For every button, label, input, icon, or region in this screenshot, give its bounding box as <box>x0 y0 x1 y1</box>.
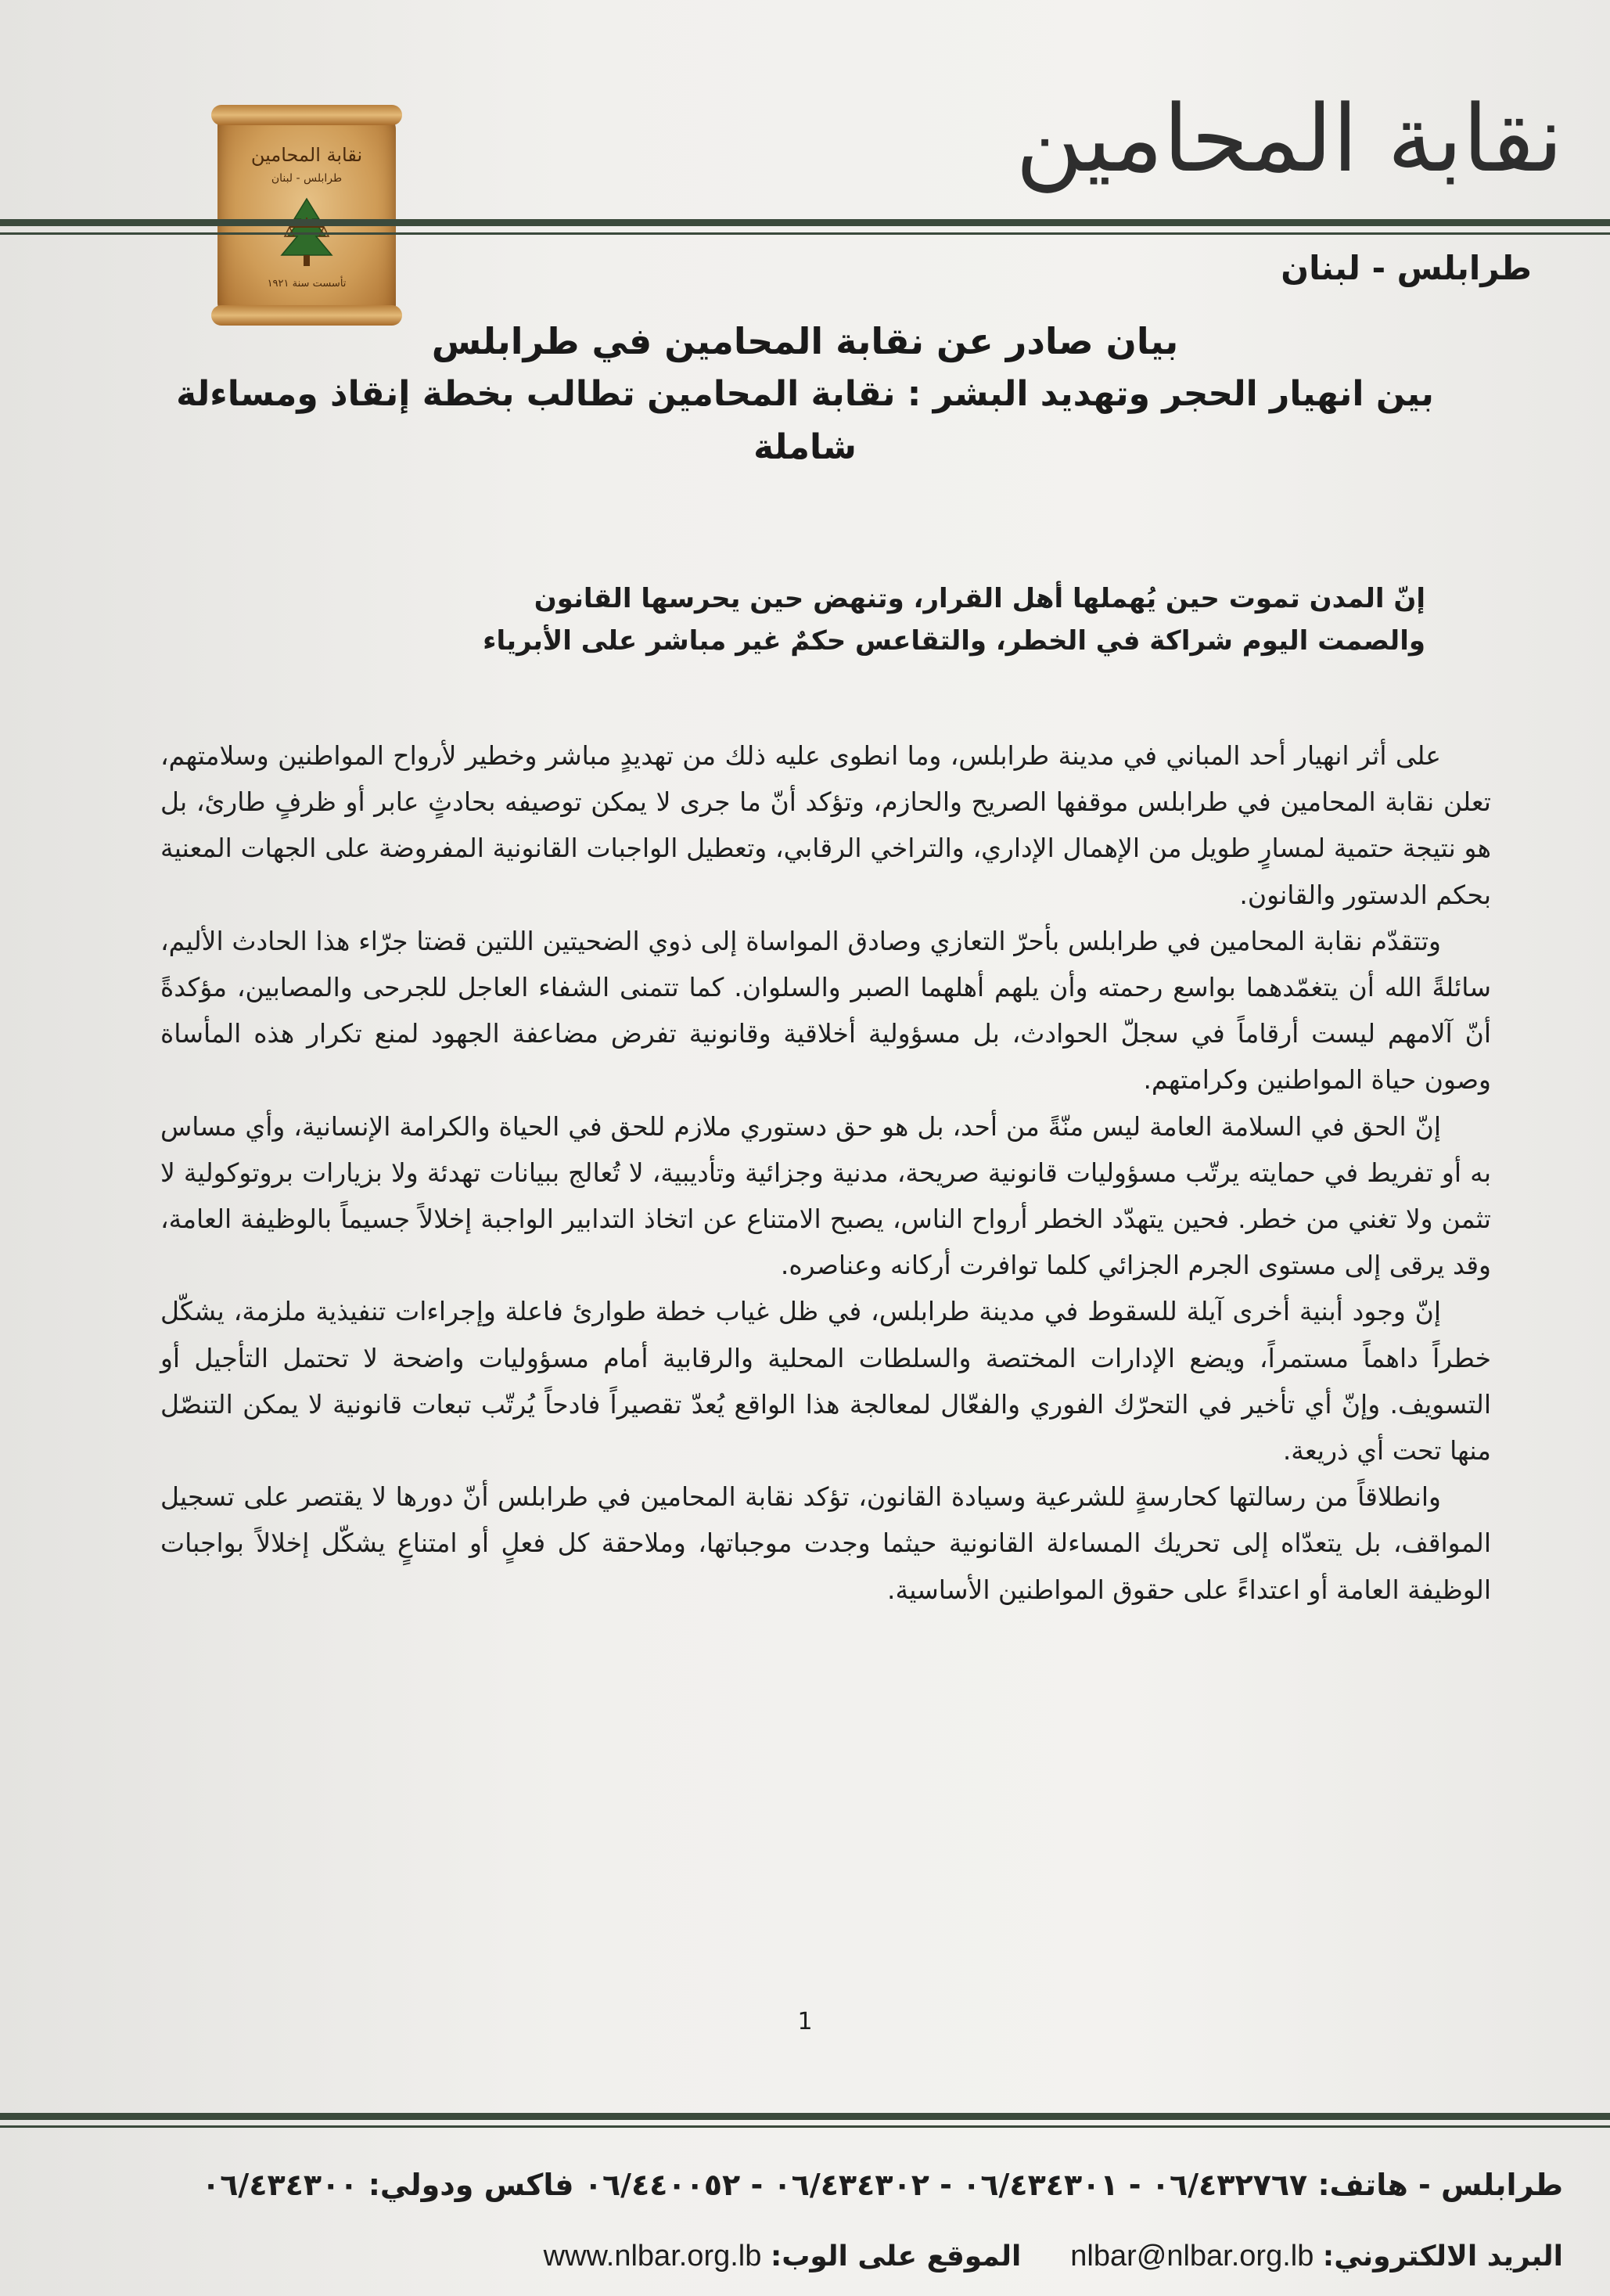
cedar-scales-icon <box>268 196 346 274</box>
header-rule-thick <box>0 219 1610 226</box>
body-paragraph: وتتقدّم نقابة المحامين في طرابلس بأحرّ التعازي وصادق المواساة إلى ذوي الضحيتين اللتين قضتا جرّاء هذا الحادث الأليم، سائلةً الله أن يتغمّدهما بواسع رحمته وأن يلهم أهلهما الصبر والسلوان. كما تتمنى الشفاء العاجل للجرحى والمصابين، مؤكدةً أنّ آلامهم ليست أرقاماً في سجلّ الحوادث، بل مسؤولية أخلاقية وقانونية تفرض مضاعفة الجهود لمنع تكرار هذه المأساة وصون حياة المواطنين وكرامتهم. <box>160 925 1491 1096</box>
body-paragraph: وانطلاقاً من رسالتها كحارسةٍ للشرعية وسيادة القانون، تؤكد نقابة المحامين في طرابلس أنّ دورها لا يقتصر على تسجيل المواقف، بل يتعدّاه إلى تحريك المساءلة القانونية حيثما وجدت موجباتها، وملاحقة كل فعلٍ أو امتناعٍ يشكّل إخلالاً بواجبات الوظيفة العامة أو اعتداءً على حقوق المواطنين الأساسية. <box>160 1481 1491 1605</box>
footer-rule-thin <box>0 2125 1610 2128</box>
logo-subtitle: طرابلس - لبنان <box>271 172 343 185</box>
email-label: البريد الالكتروني: <box>1322 2240 1563 2273</box>
website-label: الموقع على الوب: <box>770 2240 1022 2273</box>
logo-founded: تأسست سنة ١٩٢١ <box>267 278 347 290</box>
org-name: نقابة المحامين <box>1015 85 1563 193</box>
footer-phone-line: طرابلس - هاتف: ٠٦/٤٣٢٧٦٧ - ٠٦/٤٣٤٣٠١ - ٠٦/٤٣٤٣٠٢ - ٠٦/٤٤٠٠٥٢ فاكس ودولي: ٠٦/٤٣٤٣٠٠ <box>202 2168 1563 2202</box>
body-paragraph: على أثر انهيار أحد المباني في مدينة طرابلس، وما انطوى عليه ذلك من تهديدٍ مباشر وخطير لأرواح المواطنين وسلامتهم، تعلن نقابة المحامين في طرابلس موقفها الصريح والحازم، وتؤكد أنّ ما جرى لا يمكن توصيفه بحادثٍ عابر أو ظرفٍ طارئ، بل هو نتيجة حتمية لمسارٍ طويل من الإهمال الإداري، والتراخي الرقابي، وتعطيل الواجبات القانونية المفروضة على الجهات المعنية بحكم الدستور والقانون. <box>160 740 1491 910</box>
lead-quote-line2: والصمت اليوم شراكة في الخطر، والتقاعس حكمٌ غير مباشر على الأبرياء <box>483 625 1425 657</box>
body-paragraph: إنّ وجود أبنية أخرى آيلة للسقوط في مدينة طرابلس، في ظل غياب خطة طوارئ فاعلة وإجراءات تنفيذية ملزمة، يشكّل خطراً داهماً مستمراً، ويضع الإدارات المختصة والسلطات المحلية والرقابية أمام مسؤوليات واضحة لا تحتمل التأجيل أو التسويف. وإنّ أي تأخير في التحرّك الفوري والفعّال لمعالجة هذا الواقع يُعدّ تقصيراً فادحاً يُرتّب تبعات قانونية لا يمكن التنصّل منها تحت أي ذريعة. <box>160 1296 1491 1466</box>
header-rule-thin <box>0 232 1610 235</box>
logo-title: نقابة المحامين <box>250 144 363 166</box>
website-link[interactable]: www.nlbar.org.lb <box>543 2240 762 2273</box>
statement-subtitle-line2: شاملة <box>753 427 857 467</box>
email-link[interactable]: nlbar@nlbar.org.lb <box>1070 2240 1314 2273</box>
statement-subtitle-line1: بين انهيار الحجر وتهديد البشر : نقابة المحامين تطالب بخطة إنقاذ ومساءلة <box>176 374 1434 414</box>
footer-rule-thick <box>0 2113 1610 2120</box>
page-number: 1 <box>797 2008 813 2035</box>
lead-quote <box>185 578 1425 662</box>
bar-association-logo <box>217 110 396 321</box>
statement-titles <box>125 315 1485 474</box>
logo-scroll-roll-top <box>211 105 402 125</box>
statement-body <box>160 732 1491 1613</box>
statement-title: بيان صادر عن نقابة المحامين في طرابلس <box>431 320 1179 362</box>
footer-contact-line <box>544 2240 1563 2273</box>
body-paragraph: إنّ الحق في السلامة العامة ليس منّةً من أحد، بل هو حق دستوري ملازم للحق في الحياة والكرامة الإنسانية، وأي مساس به أو تفريط في حمايته يرتّب مسؤوليات قانونية صريحة، مدنية وجزائية وتأديبية، لا تُعالج ببيانات تهدئة ولا بزيارات بروتوكولية لا تثمن ولا تغني من خطر. فحين يتهدّد الخطر أرواح الناس، يصبح الامتناع عن اتخاذ التدابير الواجبة إخلالاً جسيماً بالوظيفة العامة، وقد يرقى إلى مستوى الجرم الجزائي كلما توافرت أركانه وعناصره. <box>160 1110 1491 1281</box>
header-city: طرابلس - لبنان <box>1281 249 1532 287</box>
lead-quote-line1: إنّ المدن تموت حين يُهملها أهل القرار، وتنهض حين يحرسها القانون <box>534 583 1425 614</box>
